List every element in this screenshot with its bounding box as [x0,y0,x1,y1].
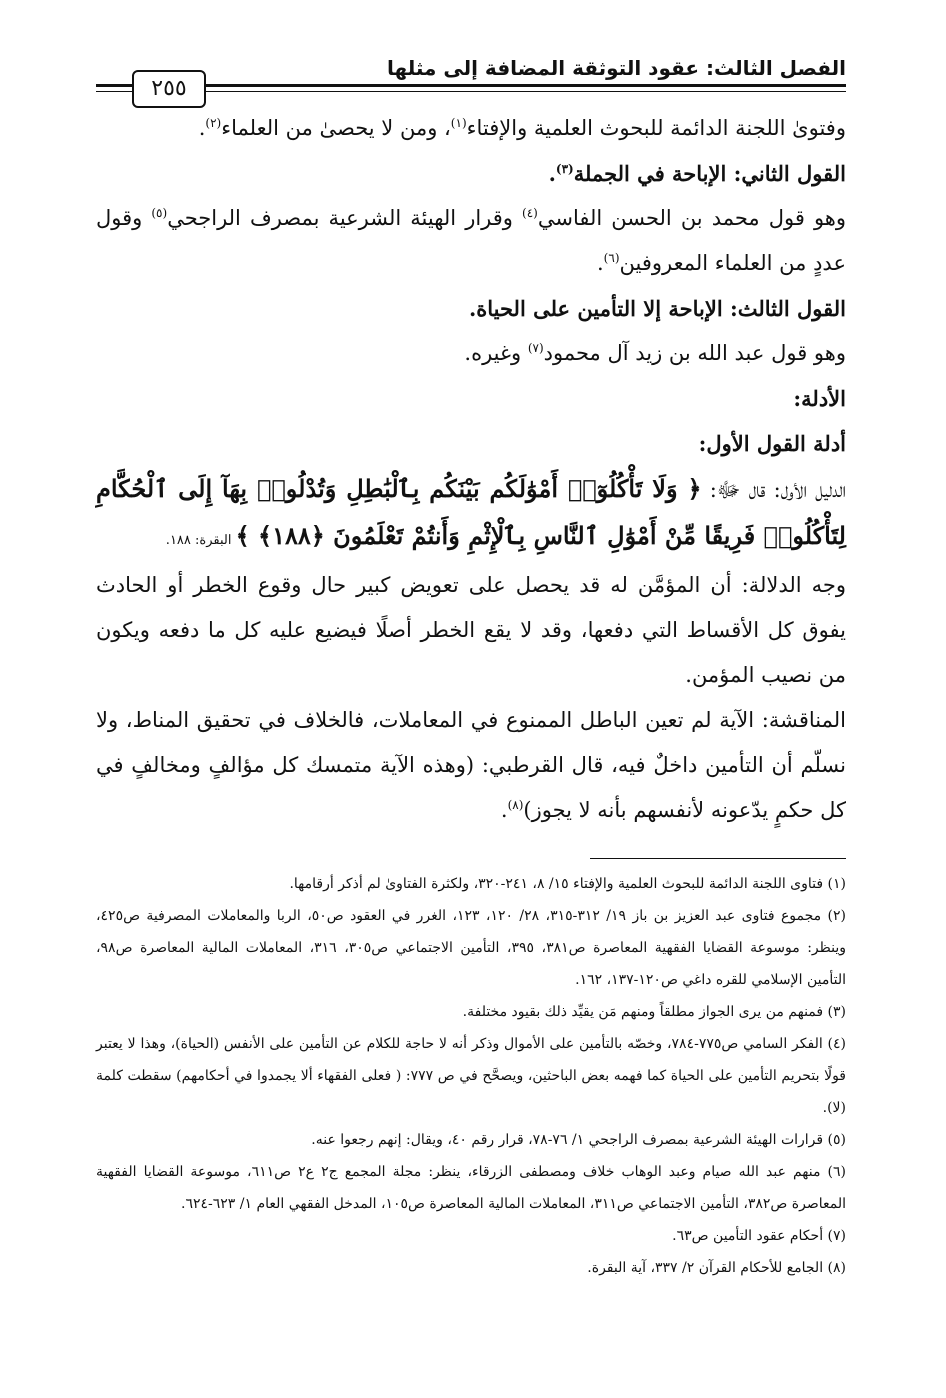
footnote-3: (٣) فمنهم من يرى الجواز مطلقاً ومنهم مَن يقيِّد ذلك بقيود مختلفة. [462,1004,846,1020]
footnote-ref-1: (١) [450,116,467,130]
footnote-ref-7: (٧) [527,341,544,355]
footnote-2: (٢) مجموع فتاوى عبد العزيز بن باز ١٩/ ٣١٢-٣١٥، ٢٨/ ١٢٠، ١٢٣، الغرر في العقود ص٥٠، الربا والمعاملات المصرفية ص٤٢٥، وينظر: موسوعة القضايا الفقهية المعاصرة ص٣٨١، ٣٩٥، التأمين الاجتماعي ص٣٠٥، ٣١٦، المعاملات المالية المعاصرة ص٩٨، التأمين الإسلامي للقره داغي ص١٢٠-١٣٧، ١٦٢. [96,908,847,988]
footnote-ref-4: (٤) [522,206,538,220]
paragraph-third-opinion: وهو قول عبد الله بن زيد آل محمود$^{(٧)}$ وغيره. [464,341,846,365]
paragraph-discussion: المناقشة: الآية لم تعين الباطل الممنوع في المعاملات، فالخلاف في تحقيق المناط، ولا نسلّم أن التأمين داخلٌ فيه، قال القرطبي: (وهذه الآية متمسك كل مؤالفٍ ومخالفٍ في كل حكمٍ يدّعونه لأنفسهم بأنه لا يجوز)$^{(٨)}$. [96,708,846,822]
footnote-7: (٧) أحكام عقود التأمين ص٦٣. [672,1228,846,1244]
chapter-title: الفصل الثالث: عقود التوثقة المضافة إلى مثلها [386,56,846,80]
footnote-ref-8: (٨) [507,798,524,812]
heading-evidence-first: أدلة القول الأول: [698,431,846,456]
verse-reference: البقرة: ١٨٨. [165,533,236,548]
footnote-ref-3: (٣) [555,162,574,176]
page-number: ٢٥٥ [132,70,206,108]
heading-third-opinion: القول الثالث: الإباحة إلا التأمين على الحياة. [468,296,846,321]
footnote-1: (١) فتاوى اللجنة الدائمة للبحوث العلمية والإفتاء ١٥/ ٨، ٢٤١-٣٢٠، ولكثرة الفتاوىٰ لم أذكر أرقامها. [289,876,846,892]
quran-verse: ﴿ وَلَا تَأْكُلُوٓا۟ أَمْوَٰلَكُم بَيْنَكُم بِٱلْبَٰطِلِ وَتُدْلُوا۟ بِهَآ إِلَى ٱلْحُكَّامِ لِتَأْكُلُوا۟ فَرِيقًا مِّنْ أَمْوَٰلِ ٱلنَّاسِ بِٱلْإِثْمِ وَأَنتُمْ تَعْلَمُونَ ﴿١٨٨﴾ ﴾ [96,474,846,550]
paragraph-fatwa: وفتوىٰ اللجنة الدائمة للبحوث العلمية والإفتاء$^{(١)}$، ومن لا يحصىٰ من العلماء$^{(٢)}$. [198,116,846,140]
footnote-6: (٦) منهم عبد الله صيام وعبد الوهاب خلاف ومصطفى الزرقاء، ينظر: مجلة المجمع ج٢ ع٢ ص٦١١، موسوعة القضايا الفقهية المعاصرة ص٣٨٢، التأمين الاجتماعي ص٣١١، المعاملات المالية المعاصرة ص١٠٥، المدخل الفقهي العام ١/ ٦٢٣-٦٢٤. [96,1164,846,1212]
footnote-ref-6: (٦) [603,251,620,265]
footnote-separator [590,858,846,859]
header-rule-thick [96,84,846,87]
footnote-ref-5: (٥) [151,206,168,220]
footnote-8: (٨) الجامع للأحكام القرآن ٢/ ٣٣٧، آية البقرة. [587,1260,846,1276]
heading-evidence: الأدلة: [793,386,846,411]
paragraph-first-evidence: الدليل الأول: قال ﷻ: ﴿ وَلَا تَأْكُلُوٓا۟ أَمْوَٰلَكُم بَيْنَكُم بِٱلْبَٰطِلِ وَتُدْلُوا۟ بِهَآ إِلَى ٱلْحُكَّامِ لِتَأْكُلُوا۟ فَرِيقًا مِّنْ أَمْوَٰلِ ٱلنَّاسِ بِٱلْإِثْمِ وَأَنتُمْ تَعْلَمُونَ ﴿١٨٨﴾ ﴾ البقرة: ١٨٨. [96,474,846,550]
footnote-4: (٤) الفكر السامي ص٧٧٥-٧٨٤، وخصّه بالتأمين على الأموال وذكر أنه لا حاجة للكلام عن التأمين على الأنفس (الحياة)، وهذا لا يعتبر قولًا بتحريم التأمين على الحياة كما فهمه بعض الباحثين، ويصحَّح في ص ٧٧٧: ( فعلى الفقهاء ألا يجمدوا في أحكامهم) سقطت كلمة (لا). [96,1036,846,1116]
footnote-5: (٥) قرارات الهيئة الشرعية بمصرف الراجحي ١/ ٧٦-٧٨، قرار رقم ٤٠، ويقال: إنهم رجعوا عنه. [311,1132,846,1148]
header-rule-thin [96,91,846,92]
paragraph-indication: وجه الدلالة: أن المؤمَّن له قد يحصل على تعويض كبير حال وقوع الخطر أو الحادث يفوق كل الأقساط التي دفعها، وقد لا يقع الخطر أصلًا فيضيع عليه كل ما دفعه ويكون من نصيب المؤمن. [96,573,846,687]
heading-second-opinion: القول الثاني: الإباحة في الجملة$^{(٣)}$. [548,161,846,186]
footnote-ref-2: (٢) [205,116,222,130]
footnotes [96,868,846,1284]
paragraph-second-opinion: وهو قول محمد بن الحسن الفاسي$^{(٤)}$ وقرار الهيئة الشرعية بمصرف الراجحي$^{(٥)}$ وقول عددٍ من العلماء المعروفين$^{(٦)}$. [96,206,847,275]
main-text [96,106,846,833]
